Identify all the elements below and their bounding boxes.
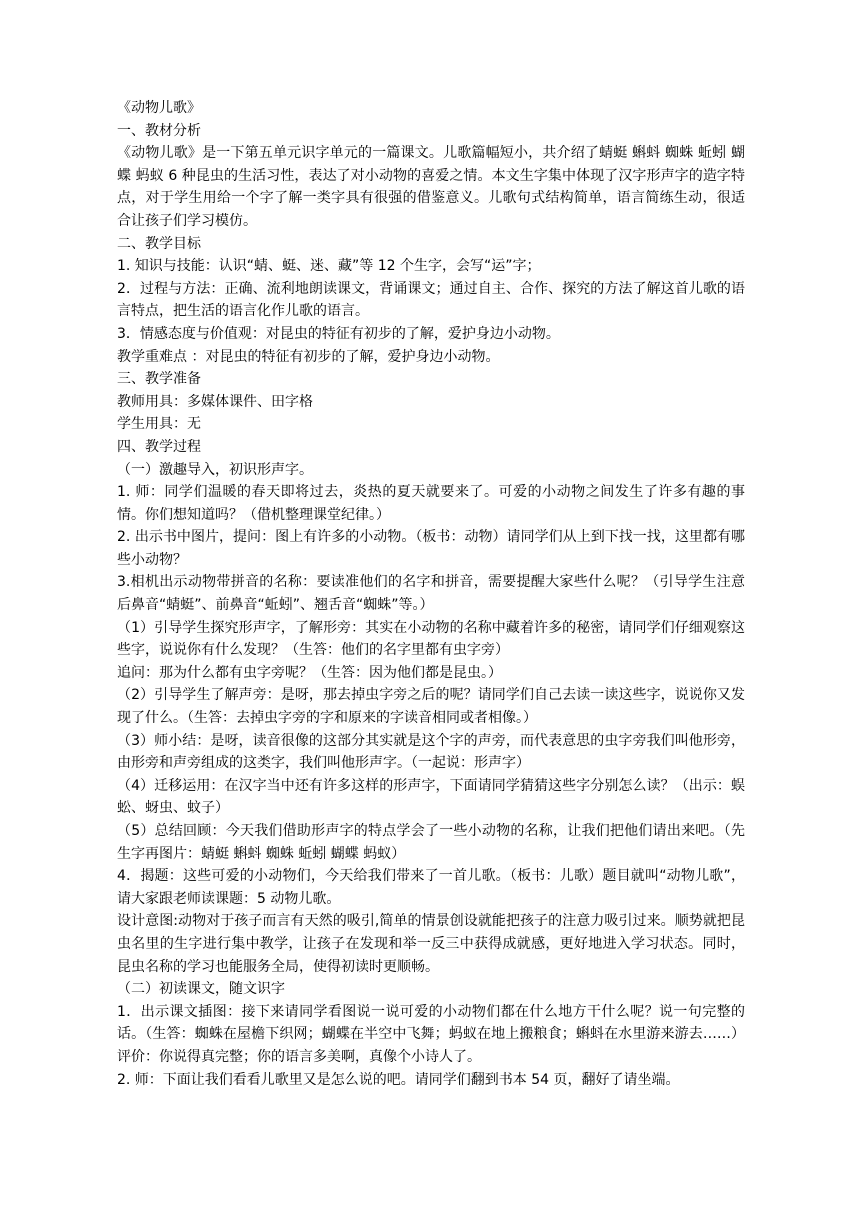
- paragraph: 《动物儿歌》是一下第五单元识字单元的一篇课文。儿歌篇幅短小，共介绍了蜻蜓 蝌蚪 蜘蛛 蚯蚓 蝴蝶 蚂蚁 6 种昆虫的生活习性，表达了对小动物的喜爱之情。本文生字集中体现了汉字形声字的造字特点，对于学生用给一个字了解一类字具有很强的借鉴意义。儿歌句式结构简单，语言简练生动，很适合让孩子们学习模仿。: [117, 145, 745, 229]
- paragraph: （5）总结回顾：今天我们借助形声字的特点学会了一些小动物的名称，让我们把他们请出来吧。（先生字再图片：蜻蜓 蝌蚪 蜘蛛 蚯蚓 蝴蝶 蚂蚁）: [117, 823, 745, 862]
- paragraph: （1）引导学生探究形声字，了解形旁：其实在小动物的名称中藏着许多的秘密，请同学们仔细观察这些字，说说你有什么发现？（生答：他们的名字里都有虫字旁）: [117, 619, 745, 659]
- section-heading-preparation: 三、教学准备: [117, 371, 201, 388]
- paragraph: 4．揭题：这些可爱的小动物们，今天给我们带来了一首儿歌。（板书：儿歌）题目就叫“动物儿歌”，请大家跟老师读课题：5 动物儿歌。: [117, 868, 745, 907]
- section-heading-materials: 一、教材分析: [117, 122, 201, 139]
- paragraph: 教学重难点 ：对昆虫的特征有初步的了解，爱护身边小动物。: [117, 348, 500, 365]
- section-heading-process: 四、教学过程: [117, 438, 201, 455]
- subsection-heading: （一）激趣导入，初识形声字。: [117, 461, 313, 478]
- paragraph: 设计意图:动物对于孩子而言有天然的吸引,简单的情景创设就能把孩子的注意力吸引过来。顺势就把昆虫名里的生字进行集中教学，让孩子在发现和举一反三中获得成就感，更好地进入学习状态。同时，昆虫名称的学习也能服务全局，使得初读时更顺畅。: [117, 913, 745, 975]
- paragraph: 1. 师：同学们温暖的春天即将过去，炎热的夏天就要来了。可爱的小动物之间发生了许多有趣的事情。你们想知道吗？（借机整理课堂纪律。）: [117, 484, 745, 523]
- paragraph: 1．出示课文插图：接下来请同学看图说一说可爱的小动物们都在什么地方干什么呢？说一句完整的话。（生答：蜘蛛在屋檐下织网；蝴蝶在半空中飞舞；蚂蚁在地上搬粮食；蝌蚪在水里游来游去……）评价：你说得真完整；你的语言多美啊，真像个小诗人了。: [117, 1003, 745, 1065]
- paragraph: 1. 知识与技能：认识“蜻、蜓、迷、藏”等 12 个生字，会写“运”字；: [117, 258, 541, 275]
- paragraph: 3.相机出示动物带拼音的名称：要读准他们的名字和拼音，需要提醒大家些什么呢？（引导学生注意后鼻音“蜻蜓”、前鼻音“蚯蚓”、翘舌音“蜘蛛”等。）: [117, 574, 745, 614]
- paragraph: 2. 师：下面让我们看看儿歌里又是怎么说的吧。请同学们翻到书本 54 页，翻好了请坐端。: [117, 1071, 680, 1088]
- paragraph: 3．情感态度与价值观：对昆虫的特征有初步的了解，爱护身边小动物。: [117, 325, 560, 342]
- doc-title: 《动物儿歌》: [117, 100, 201, 116]
- paragraph: （2）引导学生了解声旁：是呀，那去掉虫字旁之后的呢？请同学们自己去读一读这些字，说说你又发现了什么。（生答：去掉虫字旁的字和原来的字读音相同或者相像。）: [117, 687, 745, 727]
- document-body: [117, 97, 745, 1091]
- paragraph: 2. 出示书中图片，提问：图上有许多的小动物。（板书：动物）请同学们从上到下找一找，这里都有哪些小动物？: [117, 529, 745, 568]
- paragraph: （3）师小结：是呀，读音很像的这部分其实就是这个字的声旁，而代表意思的虫字旁我们叫他形旁，由形旁和声旁组成的这类字，我们叫他形声字。（一起说：形声字）: [117, 732, 745, 772]
- subsection-heading: （二）初读课文，随文识字: [117, 981, 285, 998]
- paragraph: 学生用具：无: [117, 416, 201, 433]
- section-heading-goals: 二、教学目标: [117, 235, 201, 252]
- paragraph: 追问：那为什么都有虫字旁呢？（生答：因为他们都是昆虫。）: [117, 664, 502, 681]
- paragraph: 2．过程与方法：正确、流利地朗读课文，背诵课文；通过自主、合作、探究的方法了解这首儿歌的语言特点，把生活的语言化作儿歌的语言。: [117, 280, 745, 320]
- paragraph: （4）迁移运用：在汉字当中还有许多这样的形声字，下面请同学猜猜这些字分别怎么读？（出示：蜈蚣、蚜虫、蚊子）: [117, 777, 745, 817]
- paragraph: 教师用具：多媒体课件、田字格: [117, 393, 313, 410]
